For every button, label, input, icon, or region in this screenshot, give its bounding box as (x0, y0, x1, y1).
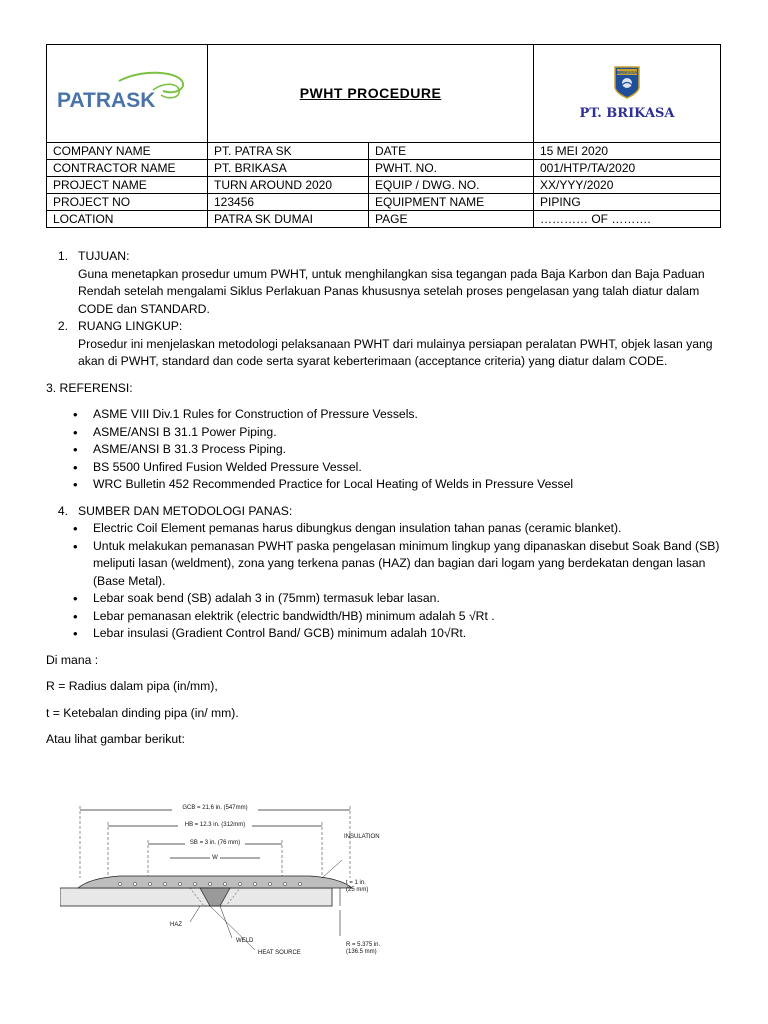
list-item: • Untuk melakukan pemanasan PWHT paska pengelasan minimum lingkup yang dipanaskan disebut Soak Band (SB) meliputi lasan (weldment), zona yang terkena panas (HAZ) dan bagian dari logam yang berdekatan dengan lasan (Base Metal). (46, 538, 726, 591)
value-pwht-no: 001/HTP/TA/2020 (534, 160, 721, 177)
sumber-panas-list (46, 520, 726, 643)
value-equipment-name: PIPING (534, 194, 721, 211)
label-project-name: PROJECT NAME (47, 177, 208, 194)
list-item: • ASME VIII Div.1 Rules for Construction of Pressure Vessels. (46, 406, 726, 424)
table-row (47, 143, 721, 160)
label-contractor-name: CONTRACTOR NAME (47, 160, 208, 177)
section-tujuan (46, 248, 726, 318)
gcb-label: GCB = 21.6 in. (547mm) (182, 805, 248, 811)
thickness-mm-label: (25 mm) (346, 887, 369, 893)
label-page: PAGE (369, 211, 534, 228)
section-title: SUMBER DAN METODOLOGI PANAS: (78, 503, 293, 518)
list-item: • BS 5500 Unfired Fusion Welded Pressure Vessel. (46, 459, 726, 477)
list-item: • Lebar insulasi (Gradient Control Band/ GCB) minimum adalah 10√Rt. (46, 625, 726, 643)
section-number: 1. (57, 249, 68, 263)
contractor-logo-cell (534, 45, 721, 143)
table-row (47, 211, 721, 228)
hb-label: HB = 12.3 in. (312mm) (184, 822, 246, 828)
section-referensi-title: 3. REFERENSI: (46, 380, 133, 395)
value-contractor-name: PT. BRIKASA (208, 160, 369, 177)
list-item: • WRC Bulletin 452 Recommended Practice for Local Heating of Welds in Pressure Vessel (46, 476, 726, 494)
section-title: RUANG LINGKUP: (78, 319, 183, 333)
header-table (46, 44, 721, 228)
label-date: DATE (369, 143, 534, 160)
r-definition: R = Radius dalam pipa (in/mm), (46, 679, 218, 693)
w-label: W (212, 855, 218, 861)
document-body (46, 248, 726, 749)
section-text: Guna menetapkan prosedur umum PWHT, untuk menghilangkan sisa tegangan pada Baja Karbon dan Baja Paduan Rendah setelah mengalami Siklus Perlakuan Panas khususnya setelah proses pengelasan yang talah diatur dalam CODE dan STANDARD. (78, 266, 705, 316)
table-row (47, 160, 721, 177)
value-location: PATRA SK DUMAI (208, 211, 369, 228)
list-item: • ASME/ANSI B 31.1 Power Piping. (46, 424, 726, 442)
table-row (47, 177, 721, 194)
thickness-label: t = 1 in. (346, 880, 366, 886)
section-title: TUJUAN: (78, 249, 130, 263)
section-sumber-panas (46, 503, 726, 521)
radius-mm-label: (136.5 mm) (346, 949, 377, 955)
list-item: • Lebar soak bend (SB) adalah 3 in (75mm) termasuk lebar lasan. (46, 590, 726, 608)
contractor-brand: PT. BRIKASA (579, 106, 675, 121)
list-item: • Lebar pemanasan elektrik (electric bandwidth/HB) minimum adalah 5 √Rt . (46, 608, 726, 626)
table-row (47, 194, 721, 211)
radius-label: R = 5.375 in. (346, 942, 381, 948)
insulation-label: INSULATION (344, 834, 380, 840)
label-location: LOCATION (47, 211, 208, 228)
value-project-name: TURN AROUND 2020 (208, 177, 369, 194)
section-number: 2. (57, 319, 68, 333)
referensi-list (46, 406, 726, 494)
label-equipment-name: EQUIPMENT NAME (369, 194, 534, 211)
label-company-name: COMPANY NAME (47, 143, 208, 160)
section-text: Prosedur ini menjelaskan metodologi pelaksanaan PWHT dari mulainya persiapan peralatan PWHT, objek lasan yang akan di PWHT, standard dan code serta syarat keberterimaan (acceptance criteria) yang diatur dalam CODE. (78, 336, 713, 368)
weld-label: WELD (236, 938, 254, 944)
value-equip-dwg-no: XX/YYY/2020 (534, 177, 721, 194)
label-pwht-no: PWHT. NO. (369, 160, 534, 177)
company-logo-cell (47, 45, 208, 143)
label-project-no: PROJECT NO (47, 194, 208, 211)
title-cell (208, 45, 534, 143)
section-number: 4. (57, 503, 68, 518)
brikasa-emblem (613, 65, 641, 99)
section-ruang-lingkup (46, 318, 726, 371)
figure-intro: Atau lihat gambar berikut: (46, 732, 185, 746)
document-title: PWHT PROCEDURE (299, 85, 442, 101)
sb-label: SB = 3 in. (76 mm) (189, 840, 241, 846)
label-equip-dwg-no: EQUIP / DWG. NO. (369, 177, 534, 194)
value-date: 15 MEI 2020 (534, 143, 721, 160)
heat-source-label: HEAT SOURCE (258, 950, 301, 956)
pwht-figure (60, 798, 400, 966)
haz-label: HAZ (170, 922, 182, 928)
patrask-logo (57, 67, 197, 117)
di-mana-label: Di mana : (46, 652, 99, 667)
list-item: • Electric Coil Element pemanas harus dibungkus dengan insulation tahan panas (ceramic blanket). (46, 520, 726, 538)
value-project-no: 123456 (208, 194, 369, 211)
patrask-logo-text: PATRASK (57, 88, 156, 112)
t-definition: t = Ketebalan dinding pipa (in/ mm). (46, 705, 239, 720)
list-item: • ASME/ANSI B 31.3 Process Piping. (46, 441, 726, 459)
brikasa-emblem-text: BRIKASA (616, 70, 638, 75)
value-company-name: PT. PATRA SK (208, 143, 369, 160)
value-page: ………… OF ………. (534, 211, 721, 228)
